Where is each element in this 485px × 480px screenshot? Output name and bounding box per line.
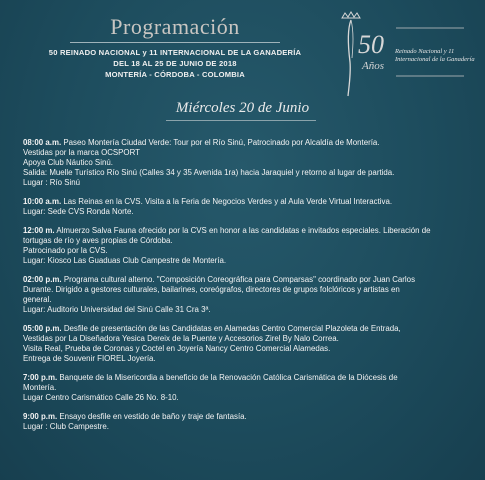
event-text: Ensayo desfile en vestido de baño y traje de fantasía. <box>59 412 247 421</box>
event-item <box>23 197 463 217</box>
event-dates: DEL 18 AL 25 DE JUNIO DE 2018 <box>113 59 237 68</box>
event-item <box>23 412 463 432</box>
day-heading: Miércoles 20 de Junio <box>175 100 310 116</box>
event-time: 08:00 a.m. <box>23 138 62 147</box>
day-heading-divider <box>166 120 316 121</box>
event-text: Salida: Muelle Turístico Río Sinú (Calles 34 y 35 Avenida 1ra) hacia Jaraquiel y retorno al lugar de partida. <box>23 168 395 177</box>
event-text: Las Reinas en la CVS. Visita a la Feria de Negocios Verdes y al Aula Verde Virtual Interactiva. <box>63 197 393 206</box>
event-text: Lugar : Club Campestre. <box>23 422 109 431</box>
event-text: Lugar: Auditorio Universidad del Sinú Calle 31 Cra 3ª. <box>23 305 211 314</box>
event-text: Lugar: Kiosco Las Guaduas Club Campestre de Montería. <box>23 256 227 265</box>
event-text: Lugar : Río Sinú <box>23 178 81 187</box>
event-item <box>23 138 463 188</box>
event-time: 12:00 m. <box>23 226 55 235</box>
event-text: Montería. <box>23 383 57 392</box>
event-text: Apoya Club Náutico Sinú. <box>23 158 113 167</box>
event-item <box>23 226 463 266</box>
event-time: 05:00 p.m. <box>23 324 62 333</box>
event-text: Entrega de Souvenir FIOREL Joyería. <box>23 354 156 363</box>
event-text: Patrocinado por la CVS. <box>23 246 108 255</box>
title-divider <box>70 42 280 43</box>
logo-years: Años <box>362 60 384 72</box>
event-text: Lugar: Sede CVS Ronda Norte. <box>23 207 134 216</box>
event-text: Lugar Centro Carismático Calle 26 No. 8-10. <box>23 393 179 402</box>
event-text: Banquete de la Misericordia a beneficio de la Renovación Católica Carismática de la Diócesis de <box>59 373 398 382</box>
event-item <box>23 324 463 364</box>
event-item <box>23 373 463 403</box>
event-time: 9:00 p.m. <box>23 412 58 421</box>
event-text: Visita Real, Prueba de Coronas y Coctel en Joyería Nancy Centro Comercial Alamedas. <box>23 344 331 353</box>
logo-number: 50 <box>358 30 384 59</box>
event-item <box>23 275 463 315</box>
event-text: Durante. Dirigido a gestores culturales, bailarines, coreógrafos, directores de grupos folclóricos y artistas en <box>23 285 400 294</box>
event-text: tortugas de río y aves propias de Córdoba. <box>23 236 173 245</box>
event-text: Paseo Montería Ciudad Verde: Tour por el Río Sinú, Patrocinado por Alcaldía de Montería. <box>63 138 380 147</box>
event-time: 02:00 p.m. <box>23 275 62 284</box>
event-text: Desfile de presentación de las Candidatas en Alamedas Centro Comercial Plazoleta de Entrada, <box>63 324 401 333</box>
event-time: 7:00 p.m. <box>23 373 58 382</box>
event-time: 10:00 a.m. <box>23 197 62 206</box>
header <box>0 0 350 96</box>
logo-text: Reinado Nacional y 11 Internacional de la Ganadería <box>395 48 475 63</box>
page-title: Programación <box>110 14 240 39</box>
event-location: MONTERÍA - CÓRDOBA - COLOMBIA <box>105 70 245 79</box>
event-name: 50 REINADO NACIONAL y 11 INTERNACIONAL DE LA GANADERÍA <box>48 48 302 57</box>
event-text: Almuerzo Salva Fauna ofrecido por la CVS en honor a las candidatas e invitados especiales. Liberación de <box>56 226 431 235</box>
event-text: Programa cultural alterno. "Composición Coreográfica para Comparsas" coordinado por Juan Carlos <box>63 275 416 284</box>
event-text: Vestidas por La Diseñadora Yesica Dereix de la Puente y Accesorios Zirel By Nalo Correa. <box>23 334 339 343</box>
event-list <box>23 138 463 441</box>
event-text: general. <box>23 295 52 304</box>
event-text: Vestidas por la marca OCSPORT <box>23 148 140 157</box>
